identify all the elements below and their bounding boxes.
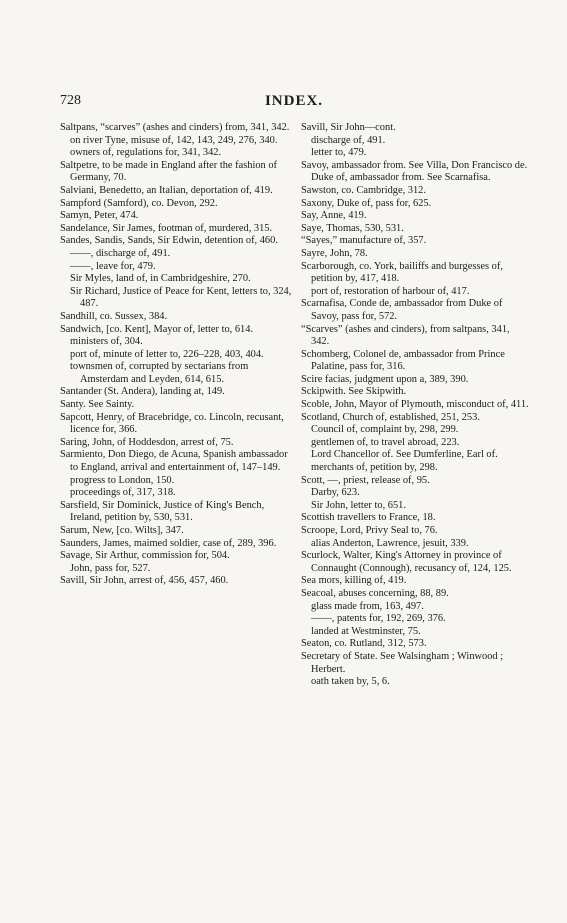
index-entry: Scarborough, co. York, bailiffs and burgesses of, petition by, 417, 418. bbox=[301, 260, 503, 285]
index-entry: Scarnafisa, Conde de, ambassador from Duke of Savoy, pass for, 572. bbox=[301, 298, 503, 322]
index-entry: Sir John, letter to, 651. bbox=[311, 499, 406, 511]
index-entry: owners of, regulations for, 341, 342. bbox=[70, 147, 222, 159]
index-entry: Sandwich, [co. Kent], Mayor of, letter to, 614. bbox=[60, 323, 254, 335]
index-entry: port of, restoration of harbour of, 417. bbox=[311, 285, 470, 297]
index-entry: landed at Westminster, 75. bbox=[311, 625, 421, 637]
index-entry: Scoble, John, Mayor of Plymouth, misconduct of, 411. bbox=[301, 399, 529, 411]
index-entry: John, pass for, 527. bbox=[70, 562, 151, 574]
index-entry: Duke of, ambassador from. See Scarnafisa. bbox=[311, 172, 491, 184]
index-entry: Salviani, Benedetto, an Italian, deportation of, 419. bbox=[60, 184, 273, 196]
index-entry: Say, Anne, 419. bbox=[301, 210, 367, 222]
index-entry: Sarmiento, Don Diego, de Acuna, Spanish ambassador to England, arrival and entertainment of, 147–149. bbox=[60, 449, 288, 474]
index-entry: Secretary of State. See Walsingham ; Winwood ; Herbert. bbox=[301, 650, 504, 675]
index-entry: glass made from, 163, 497. bbox=[311, 600, 424, 612]
index-entry: Saltpans, “scarves” (ashes and cinders) from, 341, 342. bbox=[60, 122, 290, 133]
index-entry: Saye, Thomas, 530, 531. bbox=[301, 222, 404, 234]
index-entry: Savoy, ambassador from. See Villa, Don Francisco de. bbox=[301, 159, 528, 171]
index-entry: Sir Richard, Justice of Peace for Kent, letters to, 324, 487. bbox=[70, 285, 292, 310]
index-entry: Sapcott, Henry, of Bracebridge, co. Lincoln, recusant, licence for, 366. bbox=[60, 411, 284, 436]
index-entry: Seacoal, abuses concerning, 88, 89. bbox=[301, 587, 449, 599]
index-entry: ——, patents for, 192, 269, 376. bbox=[311, 613, 446, 625]
index-entry: merchants of, petition by, 298. bbox=[311, 462, 438, 474]
index-entry: ministers of, 304. bbox=[70, 336, 143, 348]
index-entry: Santander (St. Andera), landing at, 149. bbox=[60, 386, 225, 398]
index-entry: Scotland, Church of, established, 251, 253. bbox=[301, 411, 480, 423]
index-entry: Savage, Sir Arthur, commission for, 504. bbox=[60, 550, 230, 562]
index-entry: Seaton, co. Rutland, 312, 573. bbox=[301, 638, 427, 650]
index-entry: Sawston, co. Cambridge, 312. bbox=[301, 184, 426, 196]
index-entry: Savill, Sir John, arrest of, 456, 457, 460. bbox=[60, 575, 229, 587]
index-entry: ——, leave for, 479. bbox=[70, 260, 156, 272]
index-entry: on river Tyne, misuse of, 142, 143, 249, 276, 340. bbox=[70, 134, 278, 146]
index-entry: proceedings of, 317, 318. bbox=[70, 487, 176, 499]
index-entry: Sampford (Samford), co. Devon, 292. bbox=[60, 197, 218, 209]
index-entry: progress to London, 150. bbox=[70, 474, 175, 486]
index-entry: Saring, John, of Hoddesdon, arrest of, 75. bbox=[60, 436, 234, 448]
index-entry: Scroope, Lord, Privy Seal to, 76. bbox=[301, 525, 438, 536]
page-title: INDEX. bbox=[264, 93, 324, 109]
index-entry: Sandes, Sandis, Sands, Sir Edwin, detention of, 460. bbox=[60, 235, 278, 247]
index-entry: Savill, Sir John—cont. bbox=[301, 122, 396, 133]
index-entry: oath taken by, 5, 6. bbox=[311, 676, 390, 688]
index-entry: Sayre, John, 78. bbox=[301, 247, 368, 259]
index-entry: port of, minute of letter to, 226–228, 403, 404. bbox=[70, 348, 264, 360]
index-entry: Sandhill, co. Sussex, 384. bbox=[60, 310, 168, 322]
index-column-left bbox=[60, 122, 292, 588]
index-entry: townsmen of, corrupted by sectarians from Amsterdam and Leyden, 614, 615. bbox=[70, 361, 249, 385]
index-entry: Scott, —, priest, release of, 95. bbox=[301, 474, 430, 486]
index-entry: Sarum, New, [co. Wilts], 347. bbox=[60, 525, 184, 536]
index-entry: ——, discharge of, 491. bbox=[70, 247, 171, 259]
index-column-right bbox=[301, 122, 530, 689]
index-entry: Schomberg, Colonel de, ambassador from Prince Palatine, pass for, 316. bbox=[301, 348, 505, 373]
index-entry: Sandelance, Sir James, footman of, murdered, 315. bbox=[60, 222, 273, 234]
index-entry: gentlemen of, to travel abroad, 223. bbox=[311, 436, 460, 448]
index-entry: Sckipwith. See Skipwith. bbox=[301, 386, 407, 398]
index-entry: Scurlock, Walter, King's Attorney in province of Connaught (Connough), recusancy of, 124, 125. bbox=[301, 550, 512, 574]
index-entry: alias Anderton, Lawrence, jesuit, 339. bbox=[311, 537, 469, 549]
index-entry: Scire facias, judgment upon a, 389, 390. bbox=[301, 373, 469, 385]
index-entry: Santy. See Sainty. bbox=[60, 399, 135, 411]
index-entry: “Scarves” (ashes and cinders), from saltpans, 341, 342. bbox=[301, 323, 510, 348]
index-entry: Scottish travellers to France, 18. bbox=[301, 512, 436, 524]
index-entry: Saltpetre, to be made in England after the fashion of Germany, 70. bbox=[60, 159, 277, 184]
index-entry: Darby, 623. bbox=[311, 487, 360, 499]
page-header bbox=[60, 93, 528, 115]
index-entry: “Sayes,” manufacture of, 357. bbox=[301, 235, 427, 247]
index-entry: Council of, complaint by, 298, 299. bbox=[311, 424, 459, 436]
index-entry: Lord Chancellor of. See Dumferline, Earl of. bbox=[311, 449, 498, 461]
index-entry: letter to, 479. bbox=[311, 147, 367, 159]
index-entry: Saxony, Duke of, pass for, 625. bbox=[301, 197, 432, 209]
index-entry: Sarsfield, Sir Dominick, Justice of King's Bench, Ireland, petition by, 530, 531. bbox=[60, 499, 265, 524]
index-entry: discharge of, 491. bbox=[311, 134, 386, 146]
index-entry: Samyn, Peter, 474. bbox=[60, 210, 139, 222]
index-entry: Saunders, James, maimed soldier, case of, 289, 396. bbox=[60, 537, 277, 549]
index-entry: Sir Myles, land of, in Cambridgeshire, 270. bbox=[70, 273, 251, 285]
index-entry: Sea mors, killing of, 419. bbox=[301, 575, 407, 587]
page-number: 728 bbox=[60, 93, 81, 108]
